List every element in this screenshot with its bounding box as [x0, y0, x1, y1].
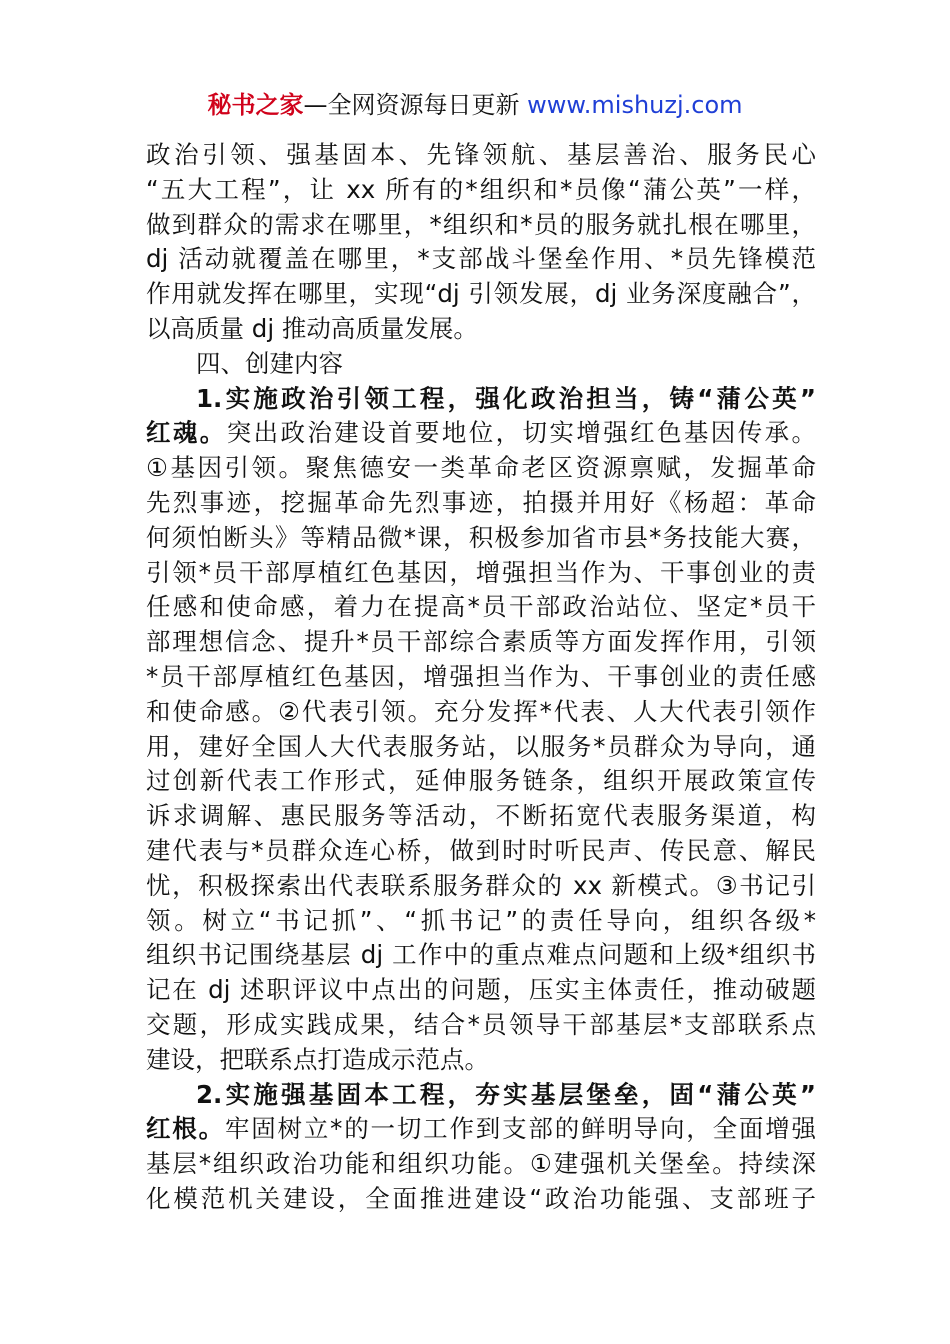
- text-line: 基层*组织政治功能和组织功能。①建强机关堡垒。持续深: [146, 1149, 816, 1179]
- text-line: 做到群众的需求在哪里，*组织和*员的服务就扎根在哪里，: [146, 209, 816, 239]
- subsection-heading: 2.实施强基固本工程，夯实基层堡垒，固“蒲公英”: [196, 1079, 816, 1109]
- text-line: 先烈事迹，挖掘革命先烈事迹，拍摄并用好《杨超：革命: [146, 487, 816, 517]
- text-line: 诉求调解、惠民服务等活动，不断拓宽代表服务渠道，构: [146, 801, 816, 831]
- site-brand: 秘书之家: [207, 91, 304, 119]
- subsection-heading: 1.实施政治引领工程，强化政治担当，铸“蒲公英”: [196, 383, 816, 413]
- site-url-link[interactable]: www.mishuzj.com: [527, 91, 743, 119]
- text-line: [146, 416, 816, 451]
- text-line: 作用就发挥在哪里，实现“dj 引领发展，dj 业务深度融合”，: [146, 279, 816, 309]
- text-line: [146, 1112, 816, 1147]
- text-line: “五大工程”，让 xx 所有的*组织和*员像“蒲公英”一样，: [146, 174, 816, 204]
- text-line: *员干部厚植红色基因，增强担当作为、干事创业的责任感: [146, 661, 816, 691]
- text-run: 牢固树立*的一切工作到支部的鲜明导向，全面增强: [224, 1114, 817, 1144]
- text-line: 建代表与*员群众连心桥，做到时时听民声、传民意、解民: [146, 835, 816, 865]
- text-line: 部理想信念、提升*员干部综合素质等方面发挥作用，引领: [146, 627, 816, 657]
- heading-tail: 红魂。: [146, 418, 227, 448]
- text-line: 任感和使命感，着力在提高*员干部政治站位、坚定*员干: [146, 592, 816, 622]
- heading-tail: 红根。: [146, 1114, 225, 1144]
- text-line: 和使命感。②代表引领。充分发挥*代表、人大代表引领作: [146, 696, 816, 726]
- document-body: [146, 138, 816, 1217]
- text-line: dj 活动就覆盖在哪里，*支部战斗堡垒作用、*员先锋模范: [146, 244, 816, 274]
- site-header: [0, 88, 950, 122]
- text-line: 交题，形成实践成果，结合*员领导干部基层*支部联系点: [146, 1009, 816, 1039]
- text-line: 领。树立“书记抓”、“抓书记”的责任导向，组织各级*: [146, 905, 816, 935]
- text-line: 政治引领、强基固本、先锋领航、基层善治、服务民心: [146, 140, 816, 169]
- text-line: 建设，把联系点打造成示范点。: [146, 1044, 489, 1074]
- text-line: 用，建好全国人大代表服务站，以服务*员群众为导向，通: [146, 731, 816, 761]
- text-run: 突出政治建设首要地位，切实增强红色基因传承。: [226, 418, 816, 448]
- text-line: 以高质量 dj 推动高质量发展。: [146, 313, 478, 343]
- text-line: 组织书记围绕基层 dj 工作中的重点难点问题和上级*组织书: [146, 940, 816, 970]
- text-line: 忧，积极探索出代表联系服务群众的 xx 新模式。③书记引: [146, 870, 816, 900]
- text-line: 引领*员干部厚植红色基因，增强担当作为、干事创业的责: [146, 557, 816, 587]
- section-heading: 四、创建内容: [196, 348, 343, 378]
- text-line: 记在 dj 述职评议中点出的问题，压实主体责任，推动破题: [146, 975, 816, 1005]
- text-line: ①基因引领。聚焦德安一类革命老区资源禀赋，发掘革命: [146, 453, 816, 483]
- text-line: 化模范机关建设，全面推进建设“政治功能强、支部班子: [146, 1183, 816, 1213]
- site-tagline: —全网资源每日更新: [303, 91, 528, 119]
- text-line: 过创新代表工作形式，延伸服务链条，组织开展政策宣传: [146, 766, 816, 796]
- text-line: 何须怕断头》等精品微*课，积极参加省市县*务技能大赛，: [146, 522, 816, 552]
